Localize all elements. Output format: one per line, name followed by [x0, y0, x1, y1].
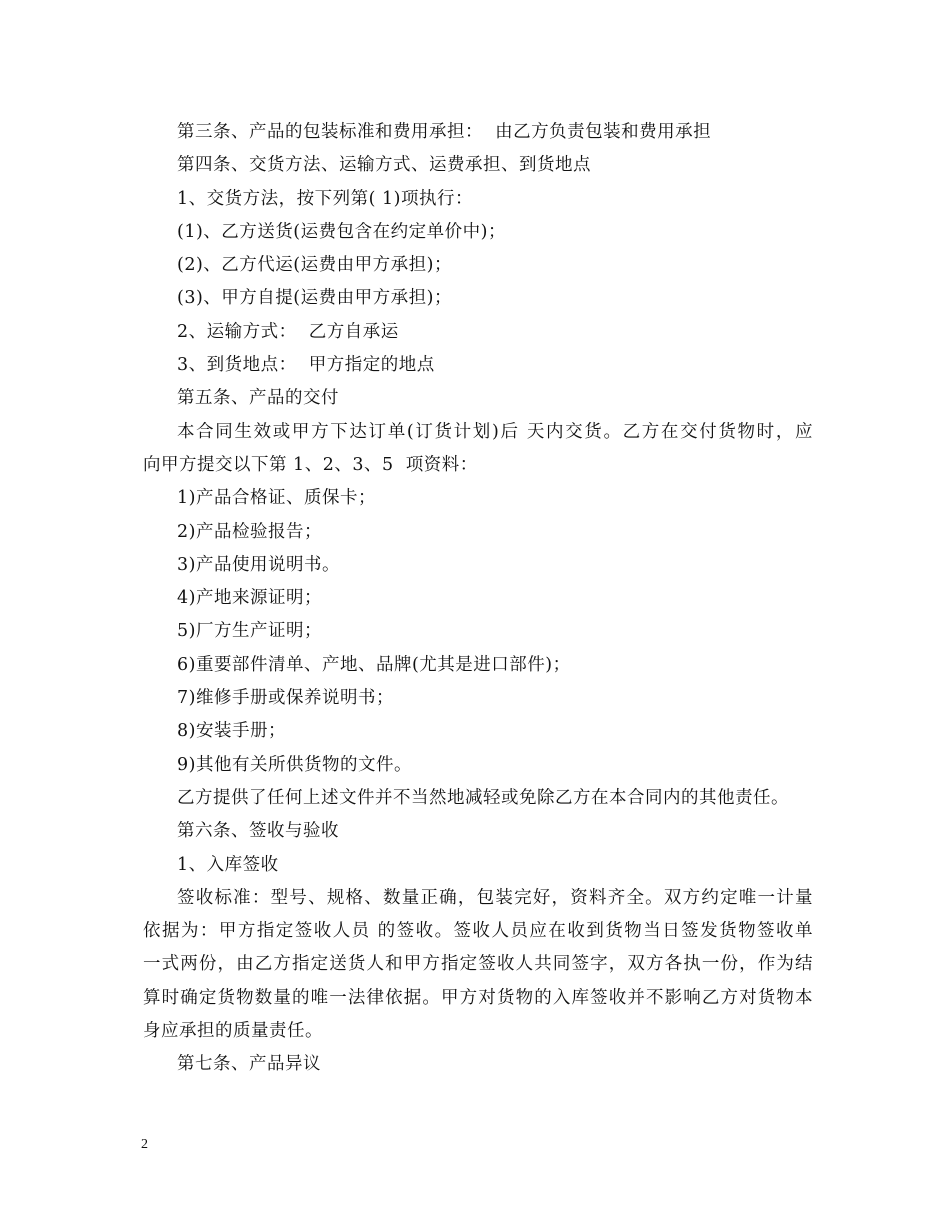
document-item-3: 3)产品使用说明书。 [177, 554, 340, 575]
document-item-2: 2)产品检验报告； [177, 521, 322, 542]
document-item-4: 4)产地来源证明； [177, 588, 322, 609]
document-item-6: 6)重要部件清单、产地、品牌(尤其是进口部件)； [177, 654, 571, 675]
signoff-paragraph-line-3: 一式两份，由乙方指定送货人和甲方指定签收人共同签字，双方各执一份，作为结 [143, 954, 813, 975]
clause-6-heading: 第六条、签收与验收 [177, 821, 339, 842]
signoff-paragraph-line-4: 算时确定货物数量的唯一法律依据。甲方对货物的入库签收并不影响乙方对货物本 [143, 987, 813, 1008]
document-item-5: 5)厂方生产证明； [177, 621, 322, 642]
clause-5-heading: 第五条、产品的交付 [177, 388, 339, 409]
document-item-1: 1)产品合格证、质保卡； [177, 488, 376, 509]
clause-3-packaging: 第三条、产品的包装标准和费用承担： 由乙方负责包装和费用承担 [177, 122, 712, 142]
warehouse-signoff-heading: 1、入库签收 [177, 854, 279, 875]
clause-4-heading: 第四条、交货方法、运输方式、运费承担、到货地点 [177, 155, 591, 176]
arrival-location-line: 3、到货地点： 甲方指定的地点 [177, 355, 435, 376]
delivery-method-line: 1、交货方法，按下列第( 1)项执行： [177, 188, 473, 209]
page-number: 2 [141, 1137, 148, 1152]
document-item-9: 9)其他有关所供货物的文件。 [177, 754, 412, 775]
transport-method-line: 2、运输方式： 乙方自承运 [177, 321, 399, 342]
delivery-paragraph-line-1: 本合同生效或甲方下达订单(订货计划)后 天内交货。乙方在交付货物时，应 [177, 421, 813, 442]
delivery-option-3: (3)、甲方自提(运费由甲方承担)； [177, 288, 452, 309]
delivery-option-1: (1)、乙方送货(运费包含在约定单价中)； [177, 221, 506, 242]
document-item-8: 8)安装手册； [177, 721, 286, 742]
signoff-paragraph-line-2: 依据为：甲方指定签收人员 的签收。签收人员应在收到货物当日签发货物签收单 [143, 921, 813, 942]
contract-body [143, 116, 813, 1082]
delivery-option-2: (2)、乙方代运(运费由甲方承担)； [177, 255, 452, 276]
document-item-7: 7)维修手册或保养说明书； [177, 688, 394, 709]
signoff-paragraph-line-1: 签收标准：型号、规格、数量正确，包装完好，资料齐全。双方约定唯一计量 [177, 887, 813, 908]
liability-statement: 乙方提供了任何上述文件并不当然地减轻或免除乙方在本合同内的其他责任。 [177, 787, 789, 808]
signoff-paragraph-line-5: 身应承担的质量责任。 [143, 1021, 323, 1042]
clause-7-heading: 第七条、产品异议 [177, 1054, 321, 1075]
delivery-paragraph-line-2: 向甲方提交以下第 1、2、3、5 项资料： [143, 454, 478, 475]
